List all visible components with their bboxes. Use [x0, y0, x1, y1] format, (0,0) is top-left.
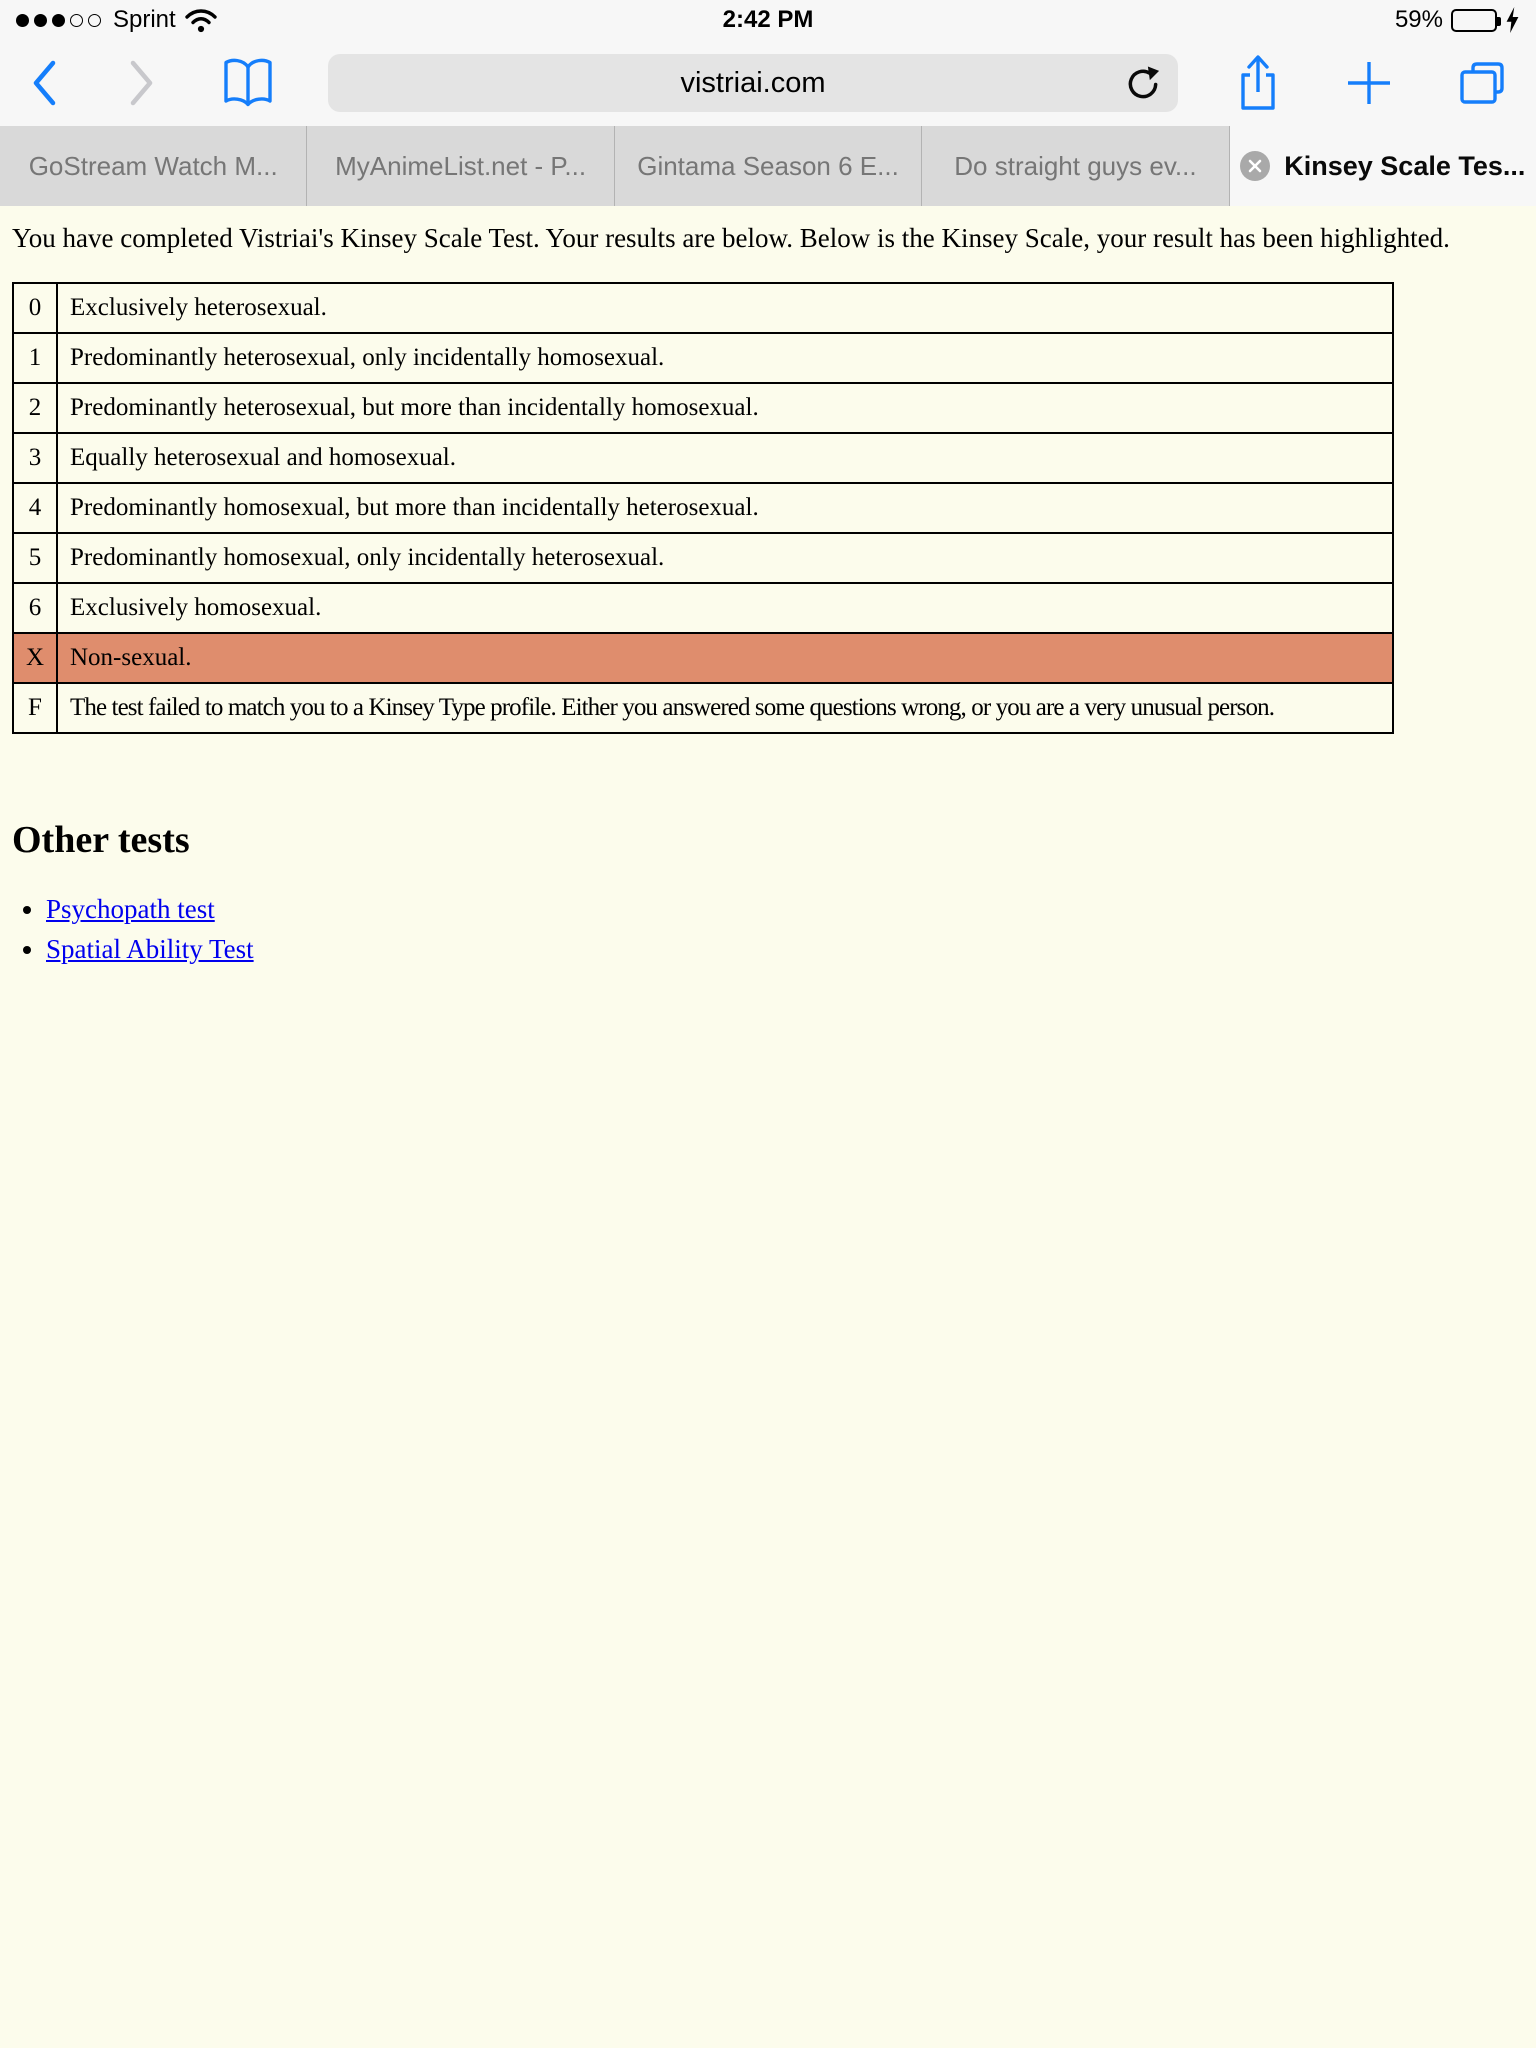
bookmarks-icon[interactable]: [220, 56, 276, 110]
kinsey-row-4: [13, 483, 1393, 533]
tab-overview-icon[interactable]: [1456, 57, 1508, 109]
safari-chrome: [0, 0, 1536, 206]
tab-3[interactable]: [615, 126, 922, 206]
carrier-label: Sprint: [113, 6, 176, 33]
tab-label: MyAnimeList.net - P...: [335, 150, 587, 181]
kinsey-description: Predominantly homosexual, only incidentally heterosexual.: [57, 533, 1393, 583]
new-tab-icon[interactable]: [1346, 60, 1392, 106]
kinsey-row-1: [13, 333, 1393, 383]
list-item: [46, 934, 1522, 965]
tab-2[interactable]: [307, 126, 614, 206]
kinsey-row-3: [13, 433, 1393, 483]
kinsey-row-X: [13, 633, 1393, 683]
other-tests-heading: Other tests: [12, 819, 190, 862]
list-item: [46, 894, 1522, 925]
tab-label: GoStream Watch M...: [28, 150, 278, 181]
kinsey-description: Predominantly heterosexual, but more than incidentally homosexual.: [57, 383, 1393, 433]
back-button[interactable]: [28, 57, 62, 109]
tab-4[interactable]: [922, 126, 1229, 206]
reload-button[interactable]: [1125, 65, 1162, 107]
battery-icon: [1451, 9, 1497, 32]
kinsey-description: Predominantly homosexual, but more than incidentally heterosexual.: [57, 483, 1393, 533]
kinsey-key: 6: [13, 583, 57, 633]
charging-bolt-icon: [1505, 7, 1520, 33]
tab-5[interactable]: [1230, 126, 1536, 206]
kinsey-key: 2: [13, 383, 57, 433]
other-test-link-1[interactable]: Psychopath test: [46, 894, 215, 925]
other-tests-list: [12, 894, 1522, 965]
kinsey-description: Exclusively heterosexual.: [57, 283, 1393, 333]
kinsey-description: Exclusively homosexual.: [57, 583, 1393, 633]
clock: 2:42 PM: [722, 6, 814, 33]
kinsey-key: 0: [13, 283, 57, 333]
tab-label: Gintama Season 6 E...: [637, 150, 899, 181]
kinsey-key: 1: [13, 333, 57, 383]
kinsey-row-F: [13, 683, 1393, 733]
web-page: [0, 206, 1536, 2048]
tab-1[interactable]: [0, 126, 307, 206]
browser-toolbar: [0, 40, 1536, 126]
kinsey-row-0: [13, 283, 1393, 333]
tab-label: Do straight guys ev...: [954, 150, 1197, 181]
forward-button[interactable]: [124, 57, 158, 109]
url-text: vistriai.com: [680, 66, 826, 99]
kinsey-key: F: [13, 683, 57, 733]
share-icon[interactable]: [1234, 53, 1282, 113]
kinsey-row-5: [13, 533, 1393, 583]
battery-percent: 59%: [1394, 6, 1443, 33]
kinsey-description: Predominantly heterosexual, only incidentally homosexual.: [57, 333, 1393, 383]
address-bar[interactable]: [328, 54, 1178, 112]
status-bar: [0, 0, 1536, 40]
kinsey-description: Non-sexual.: [57, 633, 1393, 683]
tab-close-icon[interactable]: [1240, 151, 1270, 181]
tab-bar: [0, 126, 1536, 206]
tab-label: Kinsey Scale Tes...: [1284, 150, 1526, 181]
kinsey-key: 4: [13, 483, 57, 533]
kinsey-row-2: [13, 383, 1393, 433]
kinsey-key: 5: [13, 533, 57, 583]
kinsey-description: Equally heterosexual and homosexual.: [57, 433, 1393, 483]
results-intro-text: You have completed Vistriai's Kinsey Scale Test. Your results are below. Below is the Kinsey Scale, your result has been highlighted.: [12, 223, 1450, 253]
kinsey-key: 3: [13, 433, 57, 483]
kinsey-row-6: [13, 583, 1393, 633]
kinsey-description: The test failed to match you to a Kinsey Type profile. Either you answered some questions wrong, or you are a very unusual person.: [57, 683, 1393, 733]
kinsey-scale-table: [12, 282, 1394, 734]
kinsey-key: X: [13, 633, 57, 683]
other-test-link-2[interactable]: Spatial Ability Test: [46, 934, 254, 965]
